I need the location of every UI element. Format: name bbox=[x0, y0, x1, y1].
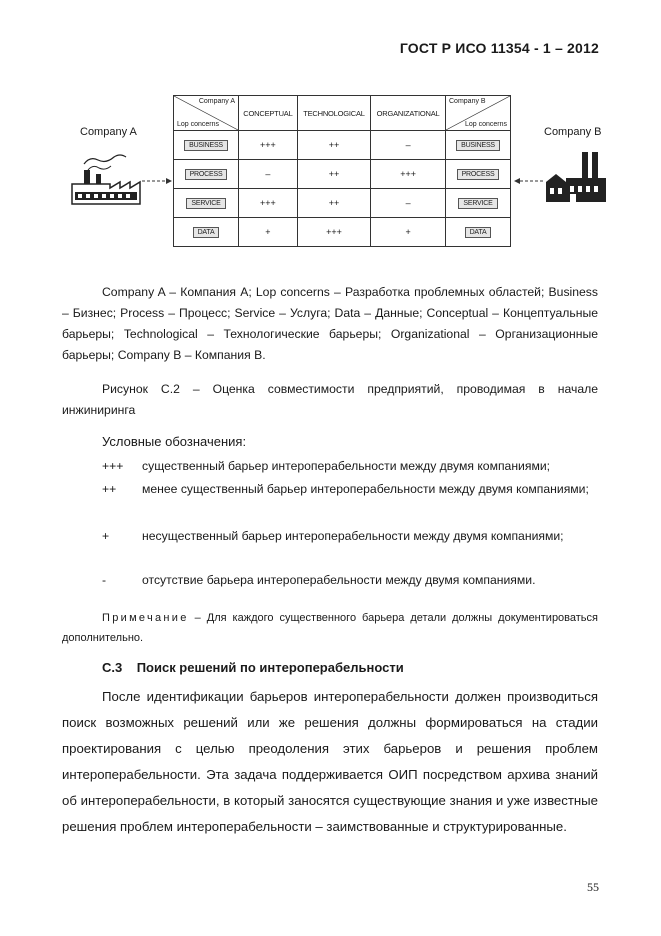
section-title: Поиск решений по интероперабельности bbox=[136, 660, 404, 675]
legend-text: отсутствие барьера интероперабельности между двумя компаниями. bbox=[142, 573, 536, 587]
table-row bbox=[174, 160, 511, 189]
note bbox=[62, 608, 598, 648]
company-b-label: Company B bbox=[544, 126, 602, 138]
figure-caption: Рисунок С.2 – Оценка совместимости предприятий, проводимая в начале инжиниринга bbox=[62, 382, 598, 417]
legend-symbol: + bbox=[102, 529, 110, 543]
arrow-left-icon bbox=[514, 176, 544, 186]
column-header: CONCEPTUAL bbox=[239, 96, 298, 131]
compatibility-figure bbox=[70, 90, 615, 255]
section-heading bbox=[102, 660, 404, 675]
matrix-corner-left bbox=[174, 96, 239, 131]
legend-title: Условные обозначения: bbox=[102, 434, 247, 449]
concern-label: BUSINESS bbox=[184, 140, 228, 151]
matrix-corner-right bbox=[446, 96, 511, 131]
concern-label: SERVICE bbox=[186, 198, 225, 209]
page-number: 55 bbox=[587, 880, 599, 894]
table-row bbox=[174, 218, 511, 247]
barrier-value: + bbox=[371, 218, 446, 247]
concern-label: PROCESS bbox=[457, 169, 500, 180]
factory-a-icon bbox=[70, 148, 142, 206]
legend-symbol: - bbox=[102, 573, 107, 587]
barrier-value: ++ bbox=[297, 189, 370, 218]
figure-terms-caption: Company A – Компания А; Lop concerns – Разработка проблемных областей; Business – Бизнес; Process – Процесс; Service – Услуга; Data – Данные; Conceptual – Концептуальные барьеры; Technological – Технологические барьеры; Organizational – Организационные барьеры; Company B – Компания В. bbox=[62, 285, 598, 362]
legend-text: существенный барьер интероперабельности между двумя компаниями; bbox=[142, 459, 551, 473]
legend-symbol: ++ bbox=[102, 482, 117, 496]
arrow-right-icon bbox=[142, 176, 172, 186]
concern-label: DATA bbox=[193, 227, 220, 238]
column-header: TECHNOLOGICAL bbox=[297, 96, 370, 131]
barrier-value: +++ bbox=[239, 189, 298, 218]
document-header: ГОСТ Р ИСО 11354 - 1 – 2012 bbox=[399, 40, 599, 56]
barrier-matrix bbox=[173, 95, 511, 247]
table-row bbox=[174, 189, 511, 218]
legend-text: менее существенный барьер интероперабельности между двумя компаниями; bbox=[142, 482, 589, 496]
concern-label: DATA bbox=[465, 227, 492, 238]
company-a-label: Company A bbox=[80, 126, 137, 138]
barrier-value: + bbox=[239, 218, 298, 247]
legend-item bbox=[62, 479, 598, 500]
barrier-value: +++ bbox=[239, 131, 298, 160]
legend-item bbox=[62, 526, 598, 547]
factory-b-icon bbox=[544, 148, 608, 204]
legend-item bbox=[62, 570, 598, 591]
corner-right-bottom: Lop concerns bbox=[464, 121, 507, 128]
barrier-value: +++ bbox=[297, 218, 370, 247]
corner-left-top: Company A bbox=[198, 98, 235, 105]
legend-item bbox=[62, 456, 598, 477]
legend-text: несущественный барьер интероперабельности между двумя компаниями; bbox=[142, 529, 564, 543]
column-header: ORGANIZATIONAL bbox=[371, 96, 446, 131]
concern-label: BUSINESS bbox=[456, 140, 500, 151]
note-label: Примечание bbox=[102, 612, 189, 624]
body-paragraph: После идентификации барьеров интероперабельности должен производиться поиск возможных решений или же решения должны формироваться на стадии проектирования с целью преодоления этих барьеров и решения проблем интероперабельности. Эта задача поддерживается ОИП посредством архива знаний об интероперабельности, в который заносятся существующие знания и уже известные решения проблем интероперабельности – заимствованные и структурированные. bbox=[62, 689, 598, 834]
table-row bbox=[174, 131, 511, 160]
barrier-value: ++ bbox=[297, 160, 370, 189]
barrier-value: – bbox=[371, 131, 446, 160]
barrier-value: +++ bbox=[371, 160, 446, 189]
note-text: – Для каждого существенного барьера детали должны документироваться дополнительно. bbox=[62, 612, 598, 644]
barrier-value: – bbox=[371, 189, 446, 218]
corner-left-bottom: Lop concerns bbox=[177, 121, 220, 128]
corner-right-top: Company B bbox=[449, 98, 486, 105]
concern-label: PROCESS bbox=[185, 169, 228, 180]
legend-symbol: +++ bbox=[102, 459, 124, 473]
barrier-value: – bbox=[239, 160, 298, 189]
barrier-value: ++ bbox=[297, 131, 370, 160]
concern-label: SERVICE bbox=[458, 198, 497, 209]
section-number: С.3 bbox=[102, 660, 123, 675]
